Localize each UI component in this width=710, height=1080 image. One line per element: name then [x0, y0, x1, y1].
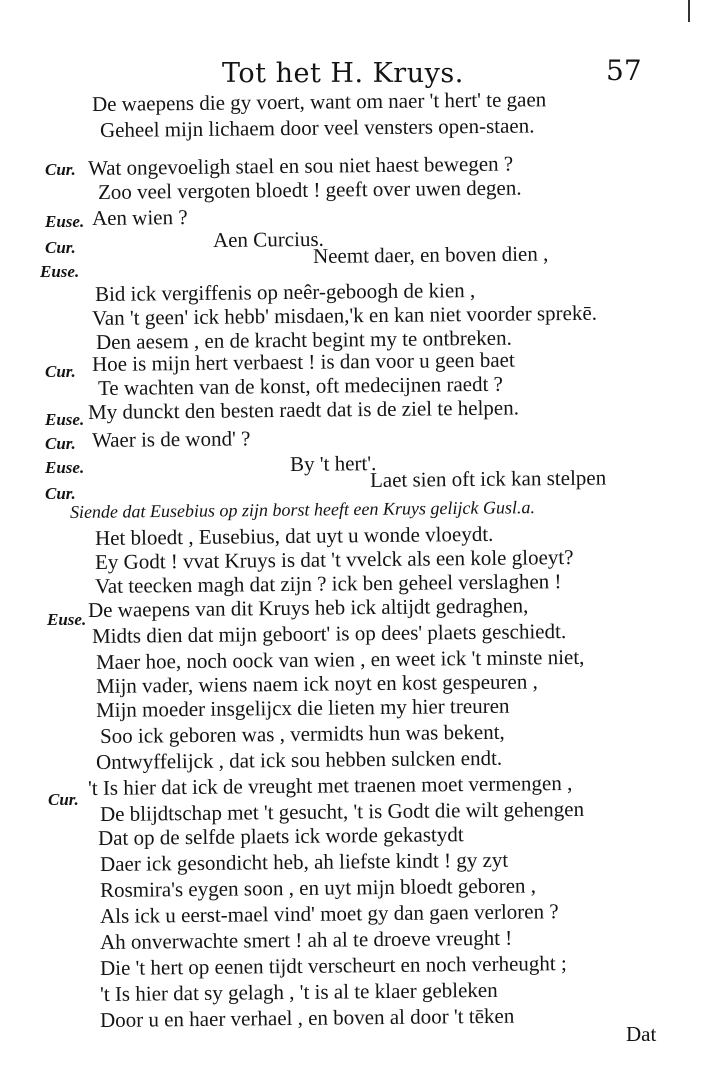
verse-text: Midts dien dat mijn geboort' is op dees' plaets geschiedt.	[91, 619, 567, 648]
verse-text: Daer ick gesondicht heb, ah liefste kindt ! gy zyt	[99, 847, 509, 876]
verse-text: My dunckt den besten raedt dat is de ziel te helpen.	[87, 395, 520, 424]
verse-text: Van 't geen' ick hebb' misdaen,'k en kan niet voorder sprekē.	[91, 300, 598, 330]
verse-text: Rosmira's eygen soon , en uyt mijn bloedt geboren ,	[99, 873, 537, 902]
speaker-label: Euse.	[40, 262, 80, 281]
verse-text: 't Is hier dat sy gelagh , 't is al te klaer gebleken	[99, 977, 498, 1006]
page-number: 57	[606, 54, 642, 87]
speaker-label: Cur.	[45, 484, 76, 503]
verse-text: Hoe is mijn hert verbaest ! is dan voor u geen baet	[91, 347, 515, 376]
speaker-label: Cur.	[45, 160, 76, 179]
verse-text: Geheel mijn lichaem door veel vensters open-staen.	[99, 113, 535, 142]
speaker-label: Cur.	[45, 362, 76, 381]
speaker-label: Euse.	[45, 458, 85, 477]
verse-text: Neemt daer, en boven dien ,	[312, 241, 549, 268]
page-edge-mark	[688, 0, 690, 22]
catchword: Dat	[626, 1022, 657, 1046]
speaker-label: Cur.	[48, 790, 79, 809]
verse-text: Ontwyffelijck , dat ick sou hebben sulcken endt.	[95, 745, 503, 774]
verse-text: Soo ick geboren was , vermidts hun was bekent,	[99, 719, 505, 748]
speaker-label: Cur.	[45, 238, 76, 257]
verse-text: Aen wien ?	[91, 204, 188, 230]
speaker-label: Cur.	[45, 434, 76, 453]
verse-text: Dat op de selfde plaets ick worde gekastydt	[97, 822, 464, 850]
verse-text: Mijn vader, wiens naem ick noyt en kost gespeuren ,	[95, 669, 538, 698]
verse-text: Zoo veel vergoten bloedt ! geeft over uwen degen.	[97, 175, 522, 204]
verse-text: Aen Curcius.	[212, 226, 324, 252]
verse-text: Die 't hert op eenen tijdt verscheurt en noch verheught ;	[99, 951, 567, 980]
verse-text: De blijdtschap met 't gesucht, 't is Godt die wilt gehengen	[99, 796, 585, 826]
verse-text: Bid ick vergiffenis op neêr-geboogh de kien ,	[94, 278, 476, 306]
verse-text: Waer is de wond' ?	[91, 426, 251, 452]
verse-text: Vat teecken magh dat zijn ? ick ben geheel verslaghen !	[94, 569, 562, 598]
verse-text: De waepens van dit Kruys heb ick altijdt gedraghen,	[87, 593, 529, 622]
running-title: Tot het H. Kruys.	[222, 58, 464, 89]
verse-text: Laet sien oft ick kan stelpen	[369, 465, 607, 492]
speaker-label: Euse.	[47, 610, 87, 629]
verse-text: Te wachten van de konst, oft medecijnen raedt ?	[97, 371, 504, 400]
verse-text: Wat ongevoeligh stael en sou niet haest bewegen ?	[87, 151, 514, 180]
verse-text: Door u en haer verhael , en boven al door 't tēken	[99, 1003, 515, 1032]
verse-text: Het bloedt , Eusebius, dat uyt u wonde vloeydt.	[94, 521, 494, 550]
verse-text: Ah onverwachte smert ! ah al te droeve vreught !	[99, 925, 513, 954]
verse-text: Als ick u eerst-mael vind' moet gy dan gaen verloren ?	[99, 899, 559, 928]
verse-text: Ey Godt ! vvat Kruys is dat 't vvelck als een kole gloeyt?	[94, 544, 574, 574]
verse-text: 't Is hier dat ick de vreught met traenen moet vermengen ,	[87, 770, 573, 800]
verse-text: Den aesem , en de kracht begint my te ontbreken.	[95, 325, 512, 354]
verse-text: Maer hoe, noch oock van wien , en weet ick 't minste niet,	[95, 644, 585, 674]
speaker-label: Euse.	[45, 212, 85, 231]
stage-direction: Siende dat Eusebius op zijn borst heeft een Kruys gelijck Gusl.a.	[69, 497, 536, 522]
verse-text: By 't hert'.	[289, 451, 377, 476]
verse-text: De waepens die gy voert, want om naer 't hert' te gaen	[91, 87, 547, 116]
speaker-label: Euse.	[45, 410, 85, 429]
verse-text: Mijn moeder insgelijcx die lieten my hier treuren	[95, 693, 510, 722]
